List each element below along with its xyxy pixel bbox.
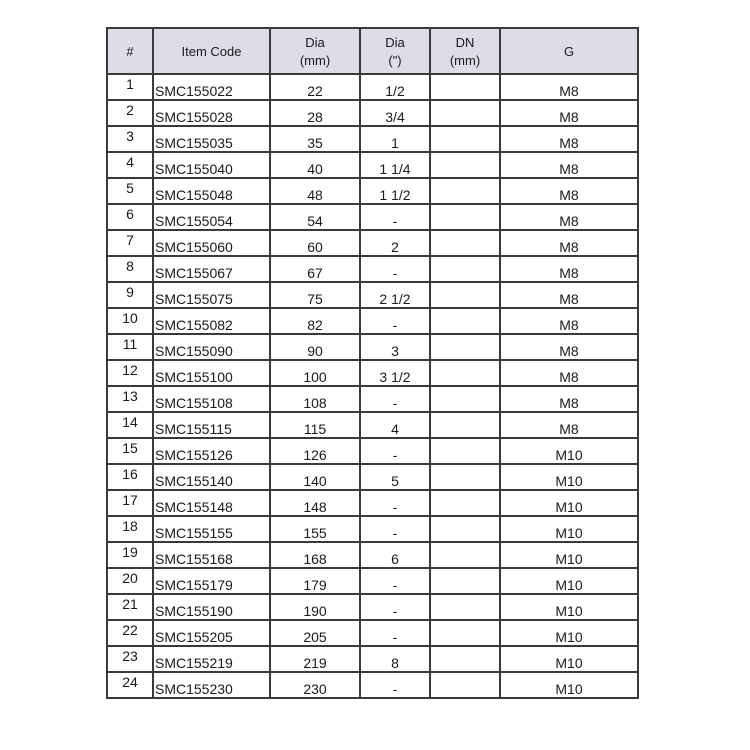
cell-dia-in: - (360, 594, 430, 620)
cell-num: 22 (107, 620, 153, 646)
cell-dn (430, 282, 500, 308)
cell-g: M8 (500, 386, 638, 412)
cell-dia-mm: 54 (270, 204, 360, 230)
table-row (107, 308, 638, 334)
header-dia-mm-unit: (mm) (270, 51, 360, 74)
cell-dia-mm: 28 (270, 100, 360, 126)
table-row (107, 74, 638, 100)
cell-num: 15 (107, 438, 153, 464)
cell-num: 12 (107, 360, 153, 386)
cell-dn (430, 516, 500, 542)
cell-dia-in: - (360, 438, 430, 464)
cell-dn (430, 490, 500, 516)
cell-dn (430, 672, 500, 698)
cell-dia-in: 1 (360, 126, 430, 152)
table-row (107, 204, 638, 230)
cell-num: 3 (107, 126, 153, 152)
cell-num: 23 (107, 646, 153, 672)
cell-dia-mm: 22 (270, 74, 360, 100)
cell-g: M8 (500, 230, 638, 256)
cell-num: 11 (107, 334, 153, 360)
cell-dn (430, 594, 500, 620)
cell-dia-mm: 108 (270, 386, 360, 412)
cell-dia-mm: 40 (270, 152, 360, 178)
cell-dn (430, 568, 500, 594)
cell-g: M10 (500, 620, 638, 646)
cell-dia-mm: 190 (270, 594, 360, 620)
cell-dia-mm: 219 (270, 646, 360, 672)
cell-num: 18 (107, 516, 153, 542)
cell-g: M10 (500, 568, 638, 594)
cell-num: 6 (107, 204, 153, 230)
cell-dia-in: - (360, 256, 430, 282)
table-row (107, 230, 638, 256)
cell-g: M10 (500, 516, 638, 542)
cell-item-code: SMC155040 (153, 152, 270, 178)
cell-g: M10 (500, 490, 638, 516)
cell-dia-mm: 115 (270, 412, 360, 438)
cell-dia-in: 3 (360, 334, 430, 360)
spec-table (106, 27, 639, 699)
table-row (107, 126, 638, 152)
cell-item-code: SMC155126 (153, 438, 270, 464)
table-row (107, 100, 638, 126)
cell-g: M8 (500, 334, 638, 360)
cell-dn (430, 152, 500, 178)
cell-g: M8 (500, 256, 638, 282)
cell-item-code: SMC155067 (153, 256, 270, 282)
cell-num: 13 (107, 386, 153, 412)
cell-dn (430, 100, 500, 126)
cell-dia-in: 3 1/2 (360, 360, 430, 386)
cell-g: M8 (500, 360, 638, 386)
cell-g: M8 (500, 100, 638, 126)
cell-item-code: SMC155022 (153, 74, 270, 100)
cell-dn (430, 204, 500, 230)
cell-dia-mm: 67 (270, 256, 360, 282)
cell-item-code: SMC155035 (153, 126, 270, 152)
cell-dia-in: 1 1/4 (360, 152, 430, 178)
cell-g: M8 (500, 178, 638, 204)
cell-item-code: SMC155054 (153, 204, 270, 230)
cell-dia-in: 6 (360, 542, 430, 568)
table-row (107, 412, 638, 438)
table-row (107, 620, 638, 646)
table-row (107, 282, 638, 308)
table-row (107, 490, 638, 516)
cell-dia-mm: 100 (270, 360, 360, 386)
cell-item-code: SMC155230 (153, 672, 270, 698)
cell-num: 10 (107, 308, 153, 334)
cell-item-code: SMC155048 (153, 178, 270, 204)
table-row (107, 516, 638, 542)
cell-num: 4 (107, 152, 153, 178)
cell-num: 9 (107, 282, 153, 308)
cell-item-code: SMC155028 (153, 100, 270, 126)
cell-item-code: SMC155190 (153, 594, 270, 620)
cell-item-code: SMC155090 (153, 334, 270, 360)
cell-dn (430, 620, 500, 646)
cell-g: M8 (500, 308, 638, 334)
table-row (107, 178, 638, 204)
cell-dia-in: 2 1/2 (360, 282, 430, 308)
header-dn-top: DN (430, 28, 500, 51)
cell-dia-mm: 155 (270, 516, 360, 542)
cell-dia-mm: 230 (270, 672, 360, 698)
cell-item-code: SMC155060 (153, 230, 270, 256)
cell-dia-mm: 126 (270, 438, 360, 464)
cell-dn (430, 464, 500, 490)
cell-g: M8 (500, 126, 638, 152)
header-dia-in-unit: (") (360, 51, 430, 74)
cell-item-code: SMC155140 (153, 464, 270, 490)
cell-num: 5 (107, 178, 153, 204)
cell-dia-mm: 60 (270, 230, 360, 256)
cell-dia-mm: 35 (270, 126, 360, 152)
cell-g: M8 (500, 74, 638, 100)
cell-dia-mm: 90 (270, 334, 360, 360)
cell-item-code: SMC155100 (153, 360, 270, 386)
cell-item-code: SMC155082 (153, 308, 270, 334)
cell-item-code: SMC155148 (153, 490, 270, 516)
cell-dn (430, 308, 500, 334)
cell-num: 7 (107, 230, 153, 256)
table-row (107, 594, 638, 620)
cell-dia-mm: 82 (270, 308, 360, 334)
table-row (107, 464, 638, 490)
cell-dia-in: 8 (360, 646, 430, 672)
cell-dia-in: - (360, 308, 430, 334)
table-row (107, 438, 638, 464)
cell-num: 2 (107, 100, 153, 126)
cell-g: M10 (500, 438, 638, 464)
cell-dia-mm: 48 (270, 178, 360, 204)
cell-dia-mm: 140 (270, 464, 360, 490)
header-g: G (500, 28, 638, 74)
cell-dn (430, 334, 500, 360)
cell-g: M8 (500, 152, 638, 178)
cell-dn (430, 646, 500, 672)
cell-g: M10 (500, 594, 638, 620)
cell-dia-in: - (360, 620, 430, 646)
cell-dn (430, 542, 500, 568)
cell-dn (430, 256, 500, 282)
cell-item-code: SMC155179 (153, 568, 270, 594)
cell-g: M8 (500, 412, 638, 438)
cell-g: M10 (500, 672, 638, 698)
cell-dia-in: 1/2 (360, 74, 430, 100)
cell-dn (430, 360, 500, 386)
cell-dia-in: - (360, 568, 430, 594)
cell-dia-in: - (360, 672, 430, 698)
cell-g: M10 (500, 464, 638, 490)
cell-dn (430, 178, 500, 204)
table-row (107, 646, 638, 672)
cell-item-code: SMC155219 (153, 646, 270, 672)
cell-g: M8 (500, 204, 638, 230)
cell-num: 1 (107, 74, 153, 100)
header-dia-in-top: Dia (360, 28, 430, 51)
cell-num: 21 (107, 594, 153, 620)
cell-item-code: SMC155205 (153, 620, 270, 646)
header-dn-unit: (mm) (430, 51, 500, 74)
cell-dia-mm: 205 (270, 620, 360, 646)
header-row-top (107, 28, 638, 51)
table-row (107, 568, 638, 594)
cell-dn (430, 438, 500, 464)
table-row (107, 360, 638, 386)
cell-item-code: SMC155168 (153, 542, 270, 568)
cell-g: M8 (500, 282, 638, 308)
cell-dn (430, 126, 500, 152)
table-header (107, 28, 638, 74)
table-row (107, 256, 638, 282)
cell-item-code: SMC155108 (153, 386, 270, 412)
table-row (107, 386, 638, 412)
cell-num: 16 (107, 464, 153, 490)
cell-dia-in: 2 (360, 230, 430, 256)
cell-dia-mm: 75 (270, 282, 360, 308)
cell-dia-mm: 179 (270, 568, 360, 594)
cell-num: 17 (107, 490, 153, 516)
cell-num: 24 (107, 672, 153, 698)
cell-num: 8 (107, 256, 153, 282)
cell-dia-in: 5 (360, 464, 430, 490)
table-row (107, 152, 638, 178)
cell-item-code: SMC155075 (153, 282, 270, 308)
cell-dia-in: 3/4 (360, 100, 430, 126)
cell-num: 20 (107, 568, 153, 594)
cell-dia-in: 4 (360, 412, 430, 438)
cell-item-code: SMC155155 (153, 516, 270, 542)
cell-item-code: SMC155115 (153, 412, 270, 438)
cell-dia-in: - (360, 490, 430, 516)
cell-num: 19 (107, 542, 153, 568)
table-body (107, 74, 638, 698)
cell-dia-in: - (360, 386, 430, 412)
cell-dn (430, 230, 500, 256)
header-dia-mm-top: Dia (270, 28, 360, 51)
cell-dn (430, 74, 500, 100)
table-row (107, 542, 638, 568)
cell-dia-mm: 168 (270, 542, 360, 568)
table-row (107, 334, 638, 360)
header-num: # (107, 28, 153, 74)
cell-num: 14 (107, 412, 153, 438)
cell-dia-in: - (360, 204, 430, 230)
cell-g: M10 (500, 542, 638, 568)
cell-dia-in: - (360, 516, 430, 542)
table-row (107, 672, 638, 698)
cell-dn (430, 412, 500, 438)
header-item-code: Item Code (153, 28, 270, 74)
cell-g: M10 (500, 646, 638, 672)
cell-dia-in: 1 1/2 (360, 178, 430, 204)
cell-dia-mm: 148 (270, 490, 360, 516)
cell-dn (430, 386, 500, 412)
